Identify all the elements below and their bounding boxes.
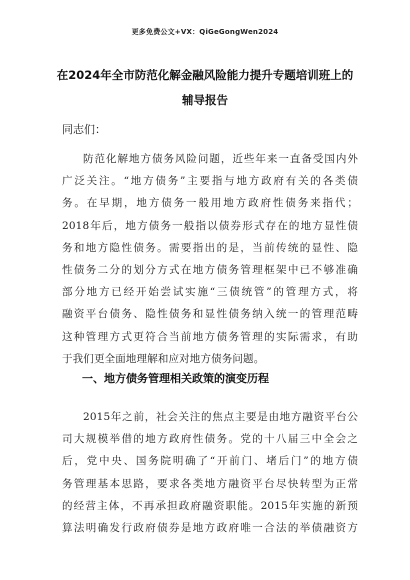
paragraph-line: 算法明确发行政府债券是地方政府唯一合法的举债融资方 [62, 521, 358, 534]
header-note: 更多免费公文+VX：QiGeGongWen2024 [131, 28, 279, 36]
paragraph-line: 务。在早期，地方债务一般用地方政府性债务来指代； [62, 197, 358, 210]
paragraph-line: 2018年后，地方债务一般指以债券形式存在的地方显性债 [62, 219, 358, 232]
paragraph-line: 务和地方隐性债务。需要指出的是，当前传统的显性、隐 [62, 241, 358, 254]
salutation: 同志们： [62, 123, 106, 136]
document-title-line-1: 在2024年全市防范化解金融风险能力提升专题培训班上的 [56, 68, 354, 82]
paragraph-1 [62, 148, 358, 370]
paragraph-line: 的经营主体，不再承担政府融资职能。2015年实施的新预 [62, 499, 358, 512]
paragraph-line: 后，党中央、国务院明确了“开前门、堵后门”的地方债 [62, 455, 358, 468]
paragraph-line: 于我们更全面地理解和应对地方债务问题。 [62, 352, 265, 365]
paragraph-line: 性债务二分的划分方式在地方债务管理框架中已不够准确 [62, 263, 358, 276]
paragraph-line: 2015年之前，社会关注的焦点主要是由地方融资平台公 [83, 411, 358, 423]
paragraph-line: 融资平台债务、隐性债务和显性债务纳入统一的管理范畴 [62, 308, 358, 321]
paragraph-line: 这种管理方式更符合当前地方债务管理的实际需求，有助 [62, 330, 358, 343]
section-heading: 一、地方债务管理相关政策的演变历程 [82, 372, 269, 385]
paragraph-line: 司大规模举借的地方政府性债务。党的十八届三中全会之 [62, 433, 358, 446]
paragraph-line: 部分地方已经开始尝试实施“三债统管”的管理方式，将 [62, 286, 358, 299]
paragraph-2 [62, 406, 358, 539]
paragraph-line: 防范化解地方债务风险问题，近些年来一直备受国内外 [83, 153, 358, 165]
paragraph-line: 广泛关注。“地方债务”主要指与地方政府有关的各类债 [62, 175, 358, 188]
paragraph-line: 务管理基本思路，要求各类地方融资平台尽快转型为正常 [62, 477, 358, 490]
document-title-line-2: 辅导报告 [182, 93, 228, 107]
